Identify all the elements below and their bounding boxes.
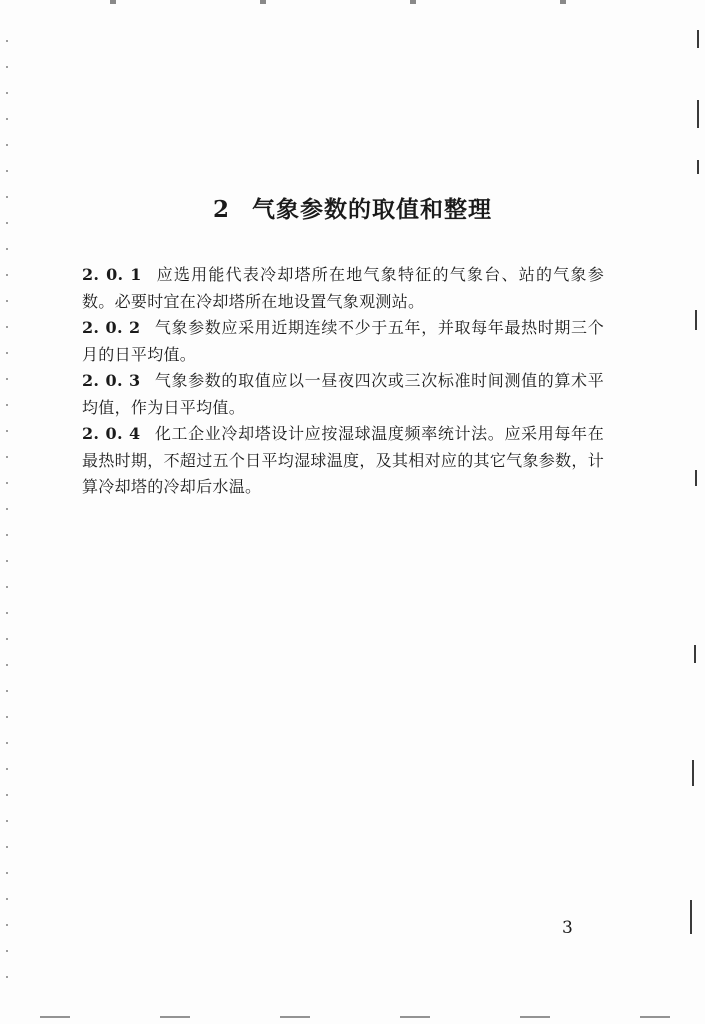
scan-artifact-bottom [0, 1016, 705, 1018]
clause-number: 2. 0. 3 [82, 371, 141, 390]
scan-mark [697, 100, 699, 128]
clause-text: 应选用能代表冷却塔所在地气象特征的气象台、站的气象参数。必要时宜在冷却塔所在地设置气象观测站。 [82, 265, 604, 311]
scan-artifact-top [0, 0, 705, 4]
scan-mark [690, 900, 692, 934]
clause-text: 气象参数的取值应以一昼夜四次或三次标准时间测值的算术平均值，作为日平均值。 [82, 371, 604, 417]
clause-2-0-3 [82, 368, 604, 421]
page-number: 3 [562, 918, 573, 938]
scan-mark [697, 160, 699, 174]
scan-mark [695, 470, 697, 486]
clause-2-0-2 [82, 315, 604, 368]
scan-mark [694, 645, 696, 663]
clause-2-0-4 [82, 421, 604, 501]
clause-2-0-1 [82, 262, 604, 315]
clause-text: 气象参数应采用近期连续不少于五年，并取每年最热时期三个月的日平均值。 [82, 318, 604, 364]
clause-list [82, 262, 604, 501]
chapter-title [0, 191, 705, 224]
scan-mark [697, 30, 699, 48]
chapter-title-text: 气象参数的取值和整理 [252, 196, 492, 224]
scan-mark [695, 310, 697, 330]
scan-artifact-left-edge [6, 40, 8, 1000]
clause-number: 2. 0. 1 [82, 265, 142, 284]
scan-mark [692, 760, 694, 786]
clause-text: 化工企业冷却塔设计应按湿球温度频率统计法。应采用每年在最热时期，不超过五个日平均湿球温度，及其相对应的其它气象参数，计算冷却塔的冷却后水温。 [82, 424, 604, 496]
clause-number: 2. 0. 2 [82, 318, 141, 337]
chapter-number: 2 [212, 196, 230, 224]
clause-number: 2. 0. 4 [82, 424, 141, 443]
